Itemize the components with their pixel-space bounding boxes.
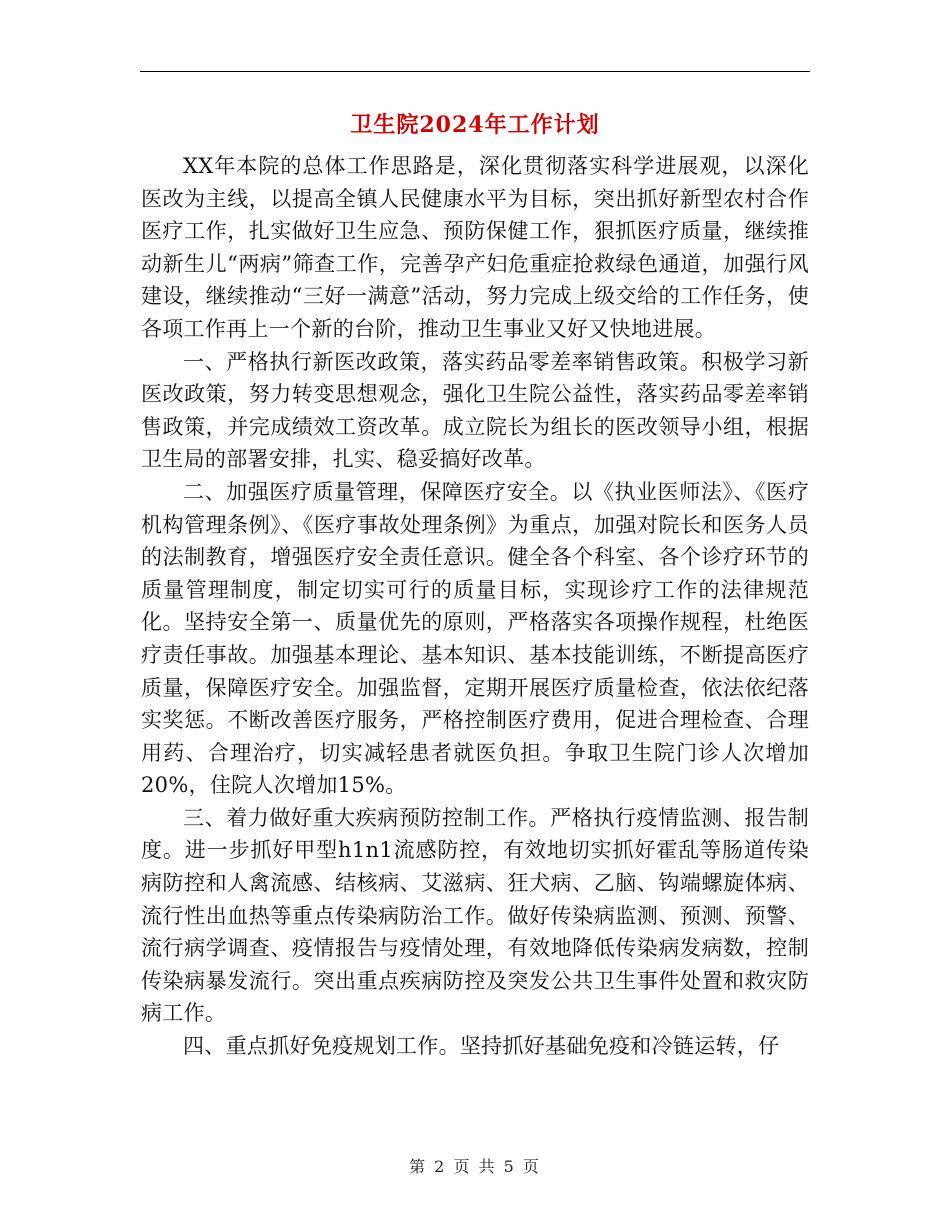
paragraph-intro: XX年本院的总体工作思路是，深化贯彻落实科学进展观，以深化医改为主线，以提高全镇人民健康水平为目标，突出抓好新型农村合作医疗工作，扎实做好卫生应急、预防保健工作，狠抓医疗质量，继续推动新生儿“两病”筛查工作，完善孕产妇危重症抢救绿色通道，加强行风建设，继续推动“三好一满意”活动，努力完成上级交给的工作任务，使各项工作再上一个新的台阶，推动卫生事业又好又快地进展。 [141, 154, 809, 341]
header-rule [140, 71, 810, 72]
paragraph-section-2: 二、加强医疗质量管理，保障医疗安全。以《执业医师法》、《医疗机构管理条例》、《医疗事故处理条例》为重点，加强对院长和医务人员的法制教育，增强医疗安全责任意识。健全各个科室、各个诊疗环节的质量管理制度，制定切实可行的质量目标，实现诊疗工作的法律规范化。坚持安全第一、质量优先的原则，严格落实各项操作规程，杜绝医疗责任事故。加强基本理论、基本知识、基本技能训练，不断提高医疗质量，保障医疗安全。加强监督，定期开展医疗质量检查，依法依纪落实奖惩。不断改善医疗服务，严格控制医疗费用，促进合理检查、合理用药、合理治疗，切实减轻患者就医负担。争取卫生院门诊人次增加20%，住院人次增加15%。 [141, 479, 809, 798]
paragraph-section-1: 一、严格执行新医改政策，落实药品零差率销售政策。积极学习新医改政策，努力转变思想观念，强化卫生院公益性，落实药品零差率销售政策，并完成绩效工资改革。成立院长为组长的医改领导小组，根据卫生局的部署安排，扎实、稳妥搞好改革。 [141, 349, 809, 472]
paragraph-section-3: 三、着力做好重大疾病预防控制工作。严格执行疫情监测、报告制度。进一步抓好甲型h1n1流感防控，有效地切实抓好霍乱等肠道传染病防控和人禽流感、结核病、艾滋病、狂犬病、乙脑、钩端螺旋体病、流行性出血热等重点传染病防治工作。做好传染病监测、预测、预警、流行病学调查、疫情报告与疫情处理，有效地降低传染病发病数，控制传染病暴发流行。突出重点疾病防控及突发公共卫生事件处置和救灾防病工作。 [141, 805, 809, 1026]
page-number-footer: 第 2 页 共 5 页 [409, 1157, 541, 1176]
paragraph-section-4: 四、重点抓好免疫规划工作。坚持抓好基础免疫和冷链运转，仔 [183, 1034, 780, 1059]
document-body [141, 150, 809, 1063]
document-title: 卫生院2024年工作计划 [350, 112, 600, 138]
